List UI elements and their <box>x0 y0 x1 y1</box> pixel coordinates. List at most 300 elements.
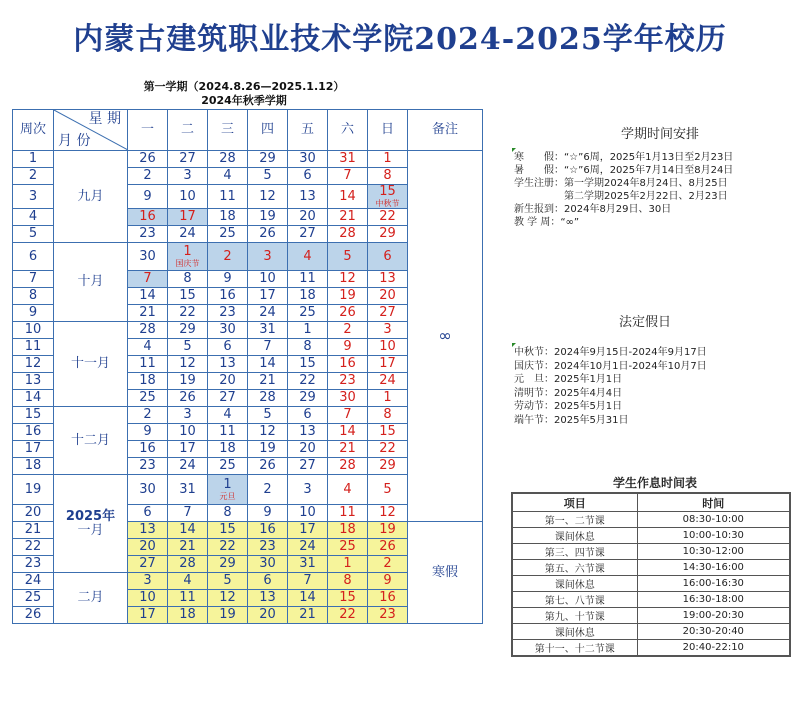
week-header: 周次 <box>13 110 54 151</box>
day-cell <box>288 168 328 185</box>
day-cell <box>168 288 208 305</box>
day-cell <box>168 151 208 168</box>
day-number: 26 <box>259 226 276 241</box>
week-number: 13 <box>13 373 54 390</box>
day-cell <box>288 590 328 607</box>
note-header: 备注 <box>408 110 483 151</box>
day-number: 29 <box>259 151 276 166</box>
day-number: 6 <box>143 505 152 520</box>
schedule-line: 第二学期2025年2月22日、2月23日 <box>514 191 728 202</box>
day-number: 21 <box>339 209 356 224</box>
day-number: 17 <box>259 288 276 303</box>
day-cell <box>128 373 168 390</box>
day-cell <box>248 407 288 424</box>
day-cell <box>328 539 368 556</box>
day-number: 9 <box>143 424 152 439</box>
day-cell <box>168 373 208 390</box>
day-cell <box>168 322 208 339</box>
day-number: 17 <box>299 522 316 537</box>
marker-icon <box>512 343 516 347</box>
day-cell <box>168 209 208 226</box>
month-label: 一月 <box>77 522 104 538</box>
day-number: 15 <box>219 522 236 537</box>
day-cell <box>368 539 408 556</box>
day-number: 13 <box>259 590 276 605</box>
holiday-line: 清明节：2025年4月4日 <box>514 387 623 399</box>
day-cell <box>208 505 248 522</box>
day-cell <box>288 226 328 243</box>
day-cell <box>368 590 408 607</box>
weekday-header: 五 <box>288 110 328 151</box>
day-number: 8 <box>383 407 392 422</box>
day-number: 28 <box>139 322 156 337</box>
day-number: 8 <box>223 505 232 520</box>
day-number: 8 <box>383 168 392 183</box>
day-cell <box>368 209 408 226</box>
day-number: 9 <box>263 505 272 520</box>
day-cell <box>328 505 368 522</box>
day-cell <box>288 505 328 522</box>
rest-header-row <box>512 493 790 512</box>
day-cell <box>368 356 408 373</box>
day-number: 6 <box>263 573 272 588</box>
week-number: 18 <box>13 458 54 475</box>
day-number: 11 <box>219 188 236 204</box>
day-number: 30 <box>139 481 156 497</box>
day-cell <box>368 607 408 624</box>
weekday-header: 四 <box>248 110 288 151</box>
weekday-header: 一 <box>128 110 168 151</box>
day-cell <box>248 226 288 243</box>
day-cell <box>288 373 328 390</box>
day-number: 16 <box>339 356 356 371</box>
day-cell <box>128 607 168 624</box>
day-number: 4 <box>223 168 232 183</box>
day-number: 3 <box>143 573 152 588</box>
day-number: 27 <box>379 305 396 320</box>
day-number: 11 <box>299 271 316 286</box>
day-cell <box>328 407 368 424</box>
day-number: 22 <box>219 539 236 554</box>
day-cell <box>288 522 328 539</box>
day-cell <box>368 441 408 458</box>
rest-title: 学生作息时间表 <box>612 476 697 490</box>
day-cell <box>368 305 408 322</box>
day-number: 25 <box>299 305 316 320</box>
rest-row <box>512 512 790 528</box>
day-number: 11 <box>179 590 196 605</box>
day-cell <box>168 339 208 356</box>
day-cell <box>248 356 288 373</box>
day-cell <box>128 356 168 373</box>
day-cell <box>328 322 368 339</box>
day-cell <box>168 458 208 475</box>
day-number: 27 <box>179 151 196 166</box>
day-number: 4 <box>223 407 232 422</box>
day-number: 29 <box>379 226 396 241</box>
day-cell <box>208 288 248 305</box>
week-number: 7 <box>13 271 54 288</box>
week-number: 17 <box>13 441 54 458</box>
day-cell <box>168 356 208 373</box>
day-number: 18 <box>299 288 316 303</box>
day-cell <box>288 356 328 373</box>
day-cell <box>248 288 288 305</box>
day-number: 4 <box>343 481 352 497</box>
day-cell <box>328 590 368 607</box>
day-number: 13 <box>219 356 236 371</box>
day-number: 18 <box>179 607 196 622</box>
day-number: 21 <box>299 607 316 622</box>
day-number: 27 <box>219 390 236 405</box>
calendar-table <box>12 109 483 624</box>
day-number: 3 <box>183 407 192 422</box>
day-number: 11 <box>339 505 356 520</box>
day-cell <box>368 339 408 356</box>
day-cell <box>208 373 248 390</box>
day-number: 15 <box>379 184 396 199</box>
day-number: 21 <box>259 373 276 388</box>
day-number: 14 <box>259 356 276 371</box>
day-cell <box>368 243 408 271</box>
day-number: 21 <box>139 305 156 320</box>
day-number: 4 <box>183 573 192 588</box>
schedule-title: 学期时间安排 <box>620 127 699 142</box>
day-number: 3 <box>263 248 272 264</box>
day-cell <box>208 424 248 441</box>
day-cell <box>128 322 168 339</box>
day-number: 18 <box>219 441 236 456</box>
day-number: 8 <box>303 339 312 354</box>
day-cell <box>128 271 168 288</box>
day-cell <box>168 441 208 458</box>
day-number: 2 <box>383 556 392 571</box>
day-cell <box>128 539 168 556</box>
day-number: 2 <box>263 481 272 497</box>
day-number: 3 <box>383 322 392 337</box>
week-number: 20 <box>13 505 54 522</box>
day-cell <box>128 209 168 226</box>
day-number: 14 <box>179 522 196 537</box>
day-number: 26 <box>139 151 156 166</box>
holiday-line: 中秋节：2024年9月15日-2024年9月17日 <box>514 347 707 358</box>
day-number: 11 <box>139 356 156 371</box>
day-number: 25 <box>219 226 236 241</box>
weekday-header: 日 <box>368 110 408 151</box>
page-title: 内蒙古建筑职业技术学院2024-2025学年校历 <box>73 22 727 57</box>
day-number: 23 <box>339 373 356 388</box>
day-cell <box>208 458 248 475</box>
day-cell <box>208 522 248 539</box>
day-number: 1 <box>383 151 392 166</box>
day-cell <box>328 522 368 539</box>
week-number: 25 <box>13 590 54 607</box>
holiday-line: 劳动节：2025年5月1日 <box>514 401 623 412</box>
day-cell <box>168 573 208 590</box>
day-number: 1 <box>303 322 312 337</box>
day-number: 31 <box>339 151 356 166</box>
day-cell <box>288 607 328 624</box>
day-number: 15 <box>339 590 356 605</box>
day-number: 6 <box>223 339 232 354</box>
day-cell <box>208 407 248 424</box>
week-number: 14 <box>13 390 54 407</box>
festival-label: 元旦 <box>219 492 236 501</box>
rest-header-cell: 项目 <box>512 493 637 512</box>
day-cell <box>168 390 208 407</box>
day-number: 14 <box>339 188 356 204</box>
day-number: 13 <box>299 424 316 439</box>
day-number: 19 <box>259 441 276 456</box>
day-number: 26 <box>259 458 276 473</box>
day-number: 28 <box>179 556 196 571</box>
day-cell <box>128 505 168 522</box>
day-number: 8 <box>343 573 352 588</box>
day-number: 25 <box>219 458 236 473</box>
month-label: 月 份 <box>58 133 91 149</box>
day-number: 24 <box>179 226 196 241</box>
week-number: 24 <box>13 573 54 590</box>
day-cell <box>248 151 288 168</box>
day-number: 11 <box>219 424 236 439</box>
weekday-header: 二 <box>168 110 208 151</box>
day-number: 10 <box>379 339 396 354</box>
day-cell <box>208 151 248 168</box>
day-cell <box>248 243 288 271</box>
rest-row <box>512 544 790 560</box>
day-number: 23 <box>139 226 156 241</box>
month-cell <box>54 475 128 573</box>
day-cell <box>288 339 328 356</box>
day-number: 19 <box>179 373 196 388</box>
marker-icon <box>512 148 516 152</box>
day-cell <box>128 288 168 305</box>
term-caption <box>14 80 474 108</box>
day-cell <box>128 556 168 573</box>
day-number: 24 <box>379 373 396 388</box>
day-cell <box>328 458 368 475</box>
rest-item: 第十一、十二节课 <box>512 640 637 657</box>
day-cell <box>328 226 368 243</box>
note-teaching-weeks: ∞ <box>408 151 483 522</box>
rest-row <box>512 624 790 640</box>
day-number: 26 <box>379 539 396 554</box>
day-number: 28 <box>219 151 236 166</box>
day-cell <box>248 168 288 185</box>
day-number: 20 <box>219 373 236 388</box>
week-number: 11 <box>13 339 54 356</box>
weekday-month-header <box>54 110 128 151</box>
day-number: 14 <box>139 288 156 303</box>
week-number: 12 <box>13 356 54 373</box>
day-number: 8 <box>183 271 192 286</box>
week-number: 8 <box>13 288 54 305</box>
day-cell <box>168 185 208 209</box>
week-number: 3 <box>13 185 54 209</box>
day-number: 22 <box>339 607 356 622</box>
day-number: 12 <box>259 424 276 439</box>
day-number: 1 <box>383 390 392 405</box>
weekday-header: 三 <box>208 110 248 151</box>
day-cell <box>168 475 208 505</box>
rest-time: 08:30-10:00 <box>637 512 790 528</box>
holiday-line: 端午节：2025年5月31日 <box>514 414 629 426</box>
holidays-title: 法定假日 <box>618 315 671 330</box>
rest-row <box>512 576 790 592</box>
day-cell <box>248 305 288 322</box>
day-number: 29 <box>179 322 196 337</box>
day-cell <box>248 373 288 390</box>
day-cell <box>368 322 408 339</box>
day-number: 6 <box>303 407 312 422</box>
day-number: 22 <box>179 305 196 320</box>
day-cell <box>368 475 408 505</box>
day-cell <box>168 522 208 539</box>
rest-time: 20:40-22:10 <box>637 640 790 657</box>
calendar-header-row <box>13 110 483 151</box>
holiday-line: 国庆节：2024年10月1日-2024年10月7日 <box>514 360 707 372</box>
day-number: 20 <box>299 441 316 456</box>
day-number: 13 <box>139 522 156 537</box>
day-number: 21 <box>339 441 356 456</box>
week-number: 19 <box>13 475 54 505</box>
day-number: 23 <box>259 539 276 554</box>
day-cell <box>168 590 208 607</box>
day-number: 17 <box>179 209 196 224</box>
day-cell <box>248 339 288 356</box>
day-cell <box>328 573 368 590</box>
day-number: 30 <box>259 556 276 571</box>
day-number: 27 <box>299 226 316 241</box>
day-cell <box>368 556 408 573</box>
day-number: 16 <box>259 522 276 537</box>
day-cell <box>248 475 288 505</box>
day-cell <box>208 339 248 356</box>
rest-row <box>512 640 790 657</box>
day-number: 27 <box>299 458 316 473</box>
day-cell <box>368 373 408 390</box>
calendar-week-row <box>13 151 483 168</box>
day-cell <box>328 185 368 209</box>
schedule-line: 新生报到：2024年8月29日、30日 <box>514 204 672 215</box>
day-number: 12 <box>259 188 276 204</box>
rest-item: 课间休息 <box>512 624 637 640</box>
weekday-header: 六 <box>328 110 368 151</box>
rest-item: 第一、二节课 <box>512 512 637 528</box>
day-number: 7 <box>183 505 192 520</box>
term-dates: 第一学期（2024.8.26—2025.1.12） <box>143 80 345 93</box>
day-cell <box>248 458 288 475</box>
day-number: 6 <box>383 248 392 264</box>
day-cell <box>368 288 408 305</box>
day-number: 19 <box>259 209 276 224</box>
rest-time: 19:00-20:30 <box>637 608 790 624</box>
day-number: 1 <box>343 556 352 571</box>
day-cell <box>368 390 408 407</box>
day-cell <box>248 607 288 624</box>
day-cell <box>248 209 288 226</box>
day-number: 13 <box>379 271 396 286</box>
day-number: 24 <box>179 458 196 473</box>
day-number: 23 <box>219 305 236 320</box>
rest-row <box>512 560 790 576</box>
day-cell <box>328 168 368 185</box>
week-number: 21 <box>13 522 54 539</box>
day-cell <box>288 475 328 505</box>
day-cell <box>288 288 328 305</box>
day-cell <box>328 390 368 407</box>
day-number: 5 <box>343 248 352 264</box>
day-number: 7 <box>263 339 272 354</box>
week-number: 4 <box>13 209 54 226</box>
day-cell <box>368 168 408 185</box>
holiday-line: 元 旦：2025年1月1日 <box>514 374 623 385</box>
day-cell <box>368 573 408 590</box>
day-number: 7 <box>303 573 312 588</box>
day-number: 31 <box>179 481 196 497</box>
schedule-line: 教 学 周：“∞” <box>514 217 580 228</box>
schedule-line: 寒 假：“☆”6周，2025年1月13日至2月23日 <box>514 152 734 163</box>
week-number: 16 <box>13 424 54 441</box>
day-cell <box>248 441 288 458</box>
day-number: 17 <box>139 607 156 622</box>
week-number: 2 <box>13 168 54 185</box>
day-cell <box>208 441 248 458</box>
schedule-list <box>514 151 733 229</box>
day-cell <box>168 505 208 522</box>
week-number: 26 <box>13 607 54 624</box>
day-number: 16 <box>379 590 396 605</box>
day-number: 15 <box>179 288 196 303</box>
day-number: 30 <box>299 151 316 166</box>
day-number: 28 <box>259 390 276 405</box>
note-winter-vacation: 寒假 <box>408 522 483 624</box>
day-number: 5 <box>223 573 232 588</box>
day-cell <box>368 424 408 441</box>
rest-item: 第三、四节课 <box>512 544 637 560</box>
day-number: 2 <box>223 248 232 264</box>
day-cell <box>208 243 248 271</box>
day-cell <box>288 271 328 288</box>
day-number: 24 <box>259 305 276 320</box>
day-number: 28 <box>339 458 356 473</box>
day-cell <box>208 168 248 185</box>
day-cell <box>328 475 368 505</box>
day-cell <box>328 339 368 356</box>
day-cell <box>128 522 168 539</box>
day-cell <box>288 458 328 475</box>
day-number: 2 <box>143 168 152 183</box>
day-number: 5 <box>383 481 392 497</box>
week-number: 22 <box>13 539 54 556</box>
day-number: 29 <box>219 556 236 571</box>
day-number: 30 <box>139 248 156 264</box>
day-number: 7 <box>143 271 152 286</box>
day-number: 10 <box>139 590 156 605</box>
day-cell <box>248 556 288 573</box>
day-number: 26 <box>179 390 196 405</box>
day-cell <box>208 475 248 505</box>
rest-row <box>512 528 790 544</box>
year-label: 2025年 <box>65 508 116 524</box>
month-cell: 九月 <box>54 151 128 243</box>
week-number: 6 <box>13 243 54 271</box>
day-cell <box>168 226 208 243</box>
day-cell <box>128 243 168 271</box>
day-number: 23 <box>139 458 156 473</box>
day-cell <box>128 573 168 590</box>
day-cell <box>208 573 248 590</box>
